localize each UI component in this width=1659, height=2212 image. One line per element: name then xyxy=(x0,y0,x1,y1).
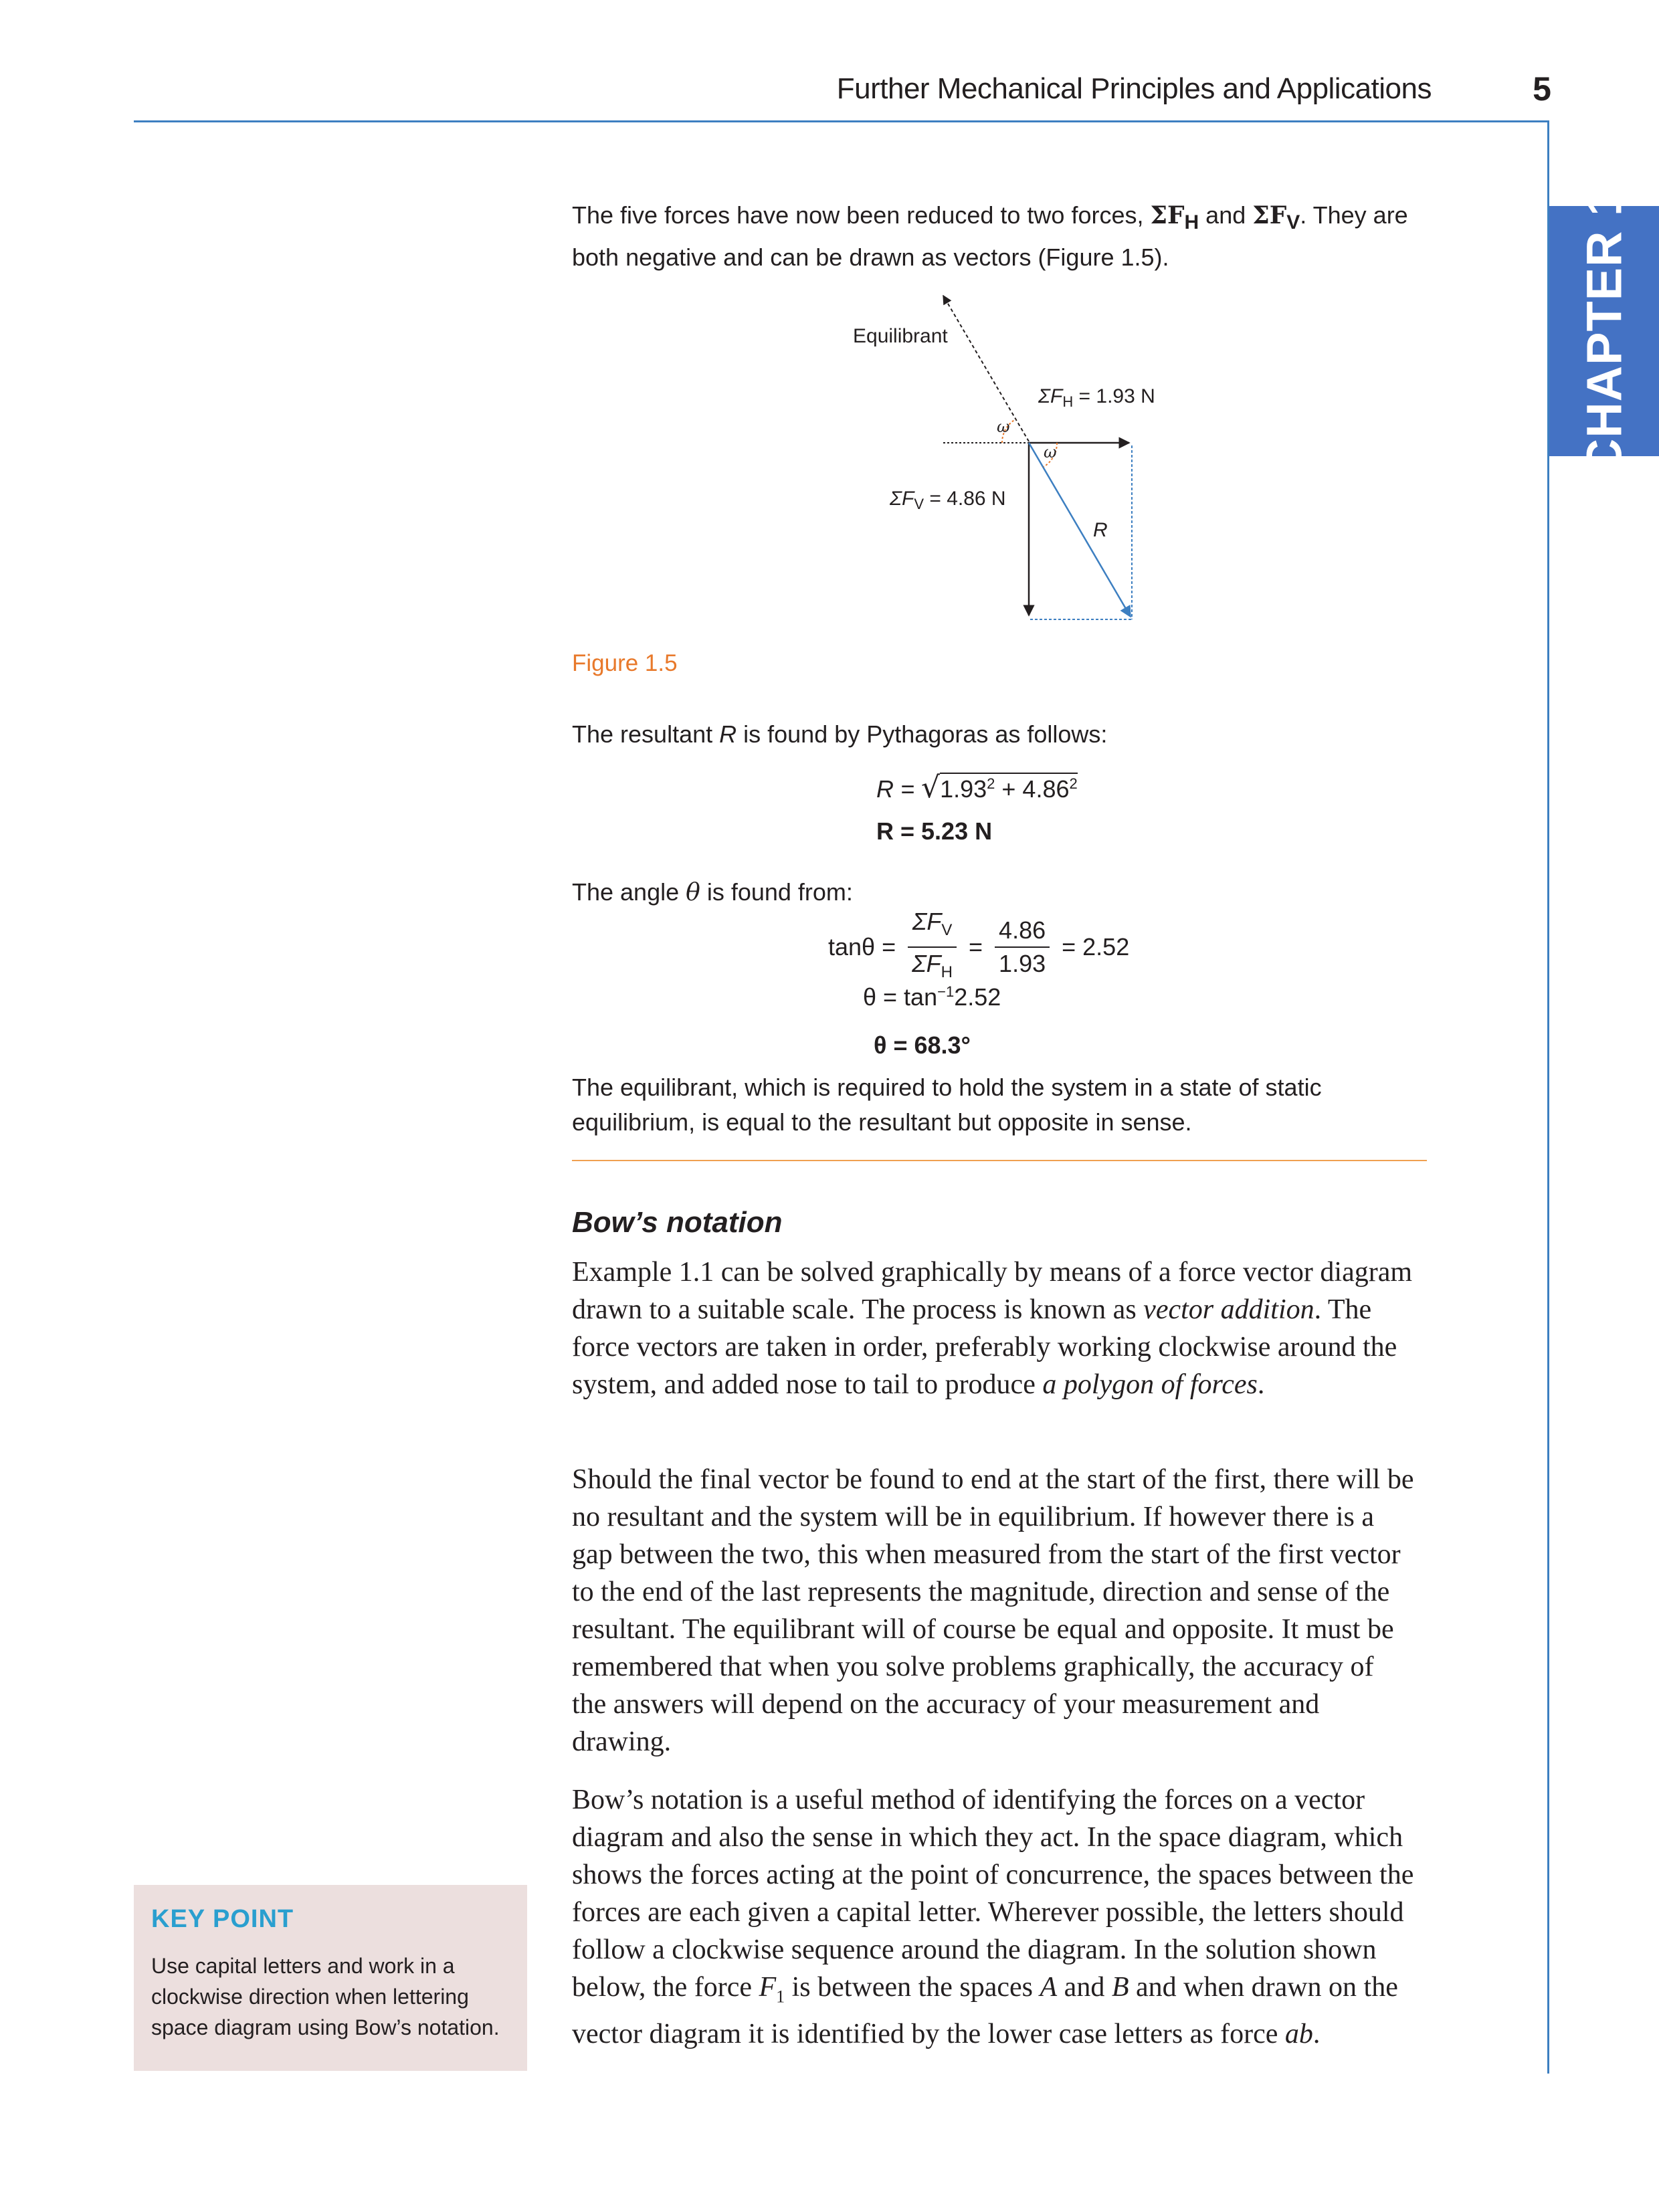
section-divider xyxy=(572,1160,1427,1161)
inverse-tan-equation xyxy=(863,983,1001,1011)
sum-v-subscript: V xyxy=(1286,211,1300,234)
bow-p3-d: . xyxy=(1312,2019,1321,2050)
sum-h-subscript: H xyxy=(1184,211,1199,234)
frac1-num-sub: V xyxy=(941,921,953,940)
bow-p3-B: B xyxy=(1111,1972,1129,2003)
fraction-values-numerator: 4.86 xyxy=(995,914,1050,948)
inverse-sup: −1 xyxy=(937,983,955,1000)
key-point-title: KEY POINT xyxy=(151,1905,294,1933)
key-point-text: Use capital letters and work in a clockwise direction when lettering space diagram using Bow’s notation. xyxy=(151,1954,500,2039)
omega-label-upper: ω xyxy=(997,417,1010,436)
bow-p3-ab: ab xyxy=(1284,2019,1313,2050)
bow-p3-b: is between the spaces xyxy=(785,1972,1040,2003)
chapter-tab-label: CHAPTER 1 xyxy=(1576,187,1632,475)
resultant-equation xyxy=(876,771,1078,805)
bow-p3-A: A xyxy=(1040,1972,1058,2003)
fraction-sum-forces xyxy=(908,906,957,989)
bow-p1-d: a polygon of forces xyxy=(1042,1369,1258,1400)
intro-paragraph xyxy=(572,198,1435,275)
intro-text-a: The five forces have now been reduced to two forces, xyxy=(572,201,1151,229)
square-root-sign: √ xyxy=(921,771,941,805)
bow-p3-a: Bow’s notation is a useful method of identifying the forces on a vector diagram and also the sense in which they act. In the space diagram, which shows the forces acting at the point of concurrence, the spaces between the forces are each given a capital letter. Wherever possible, the letters should follow a clockwise sequence around the diagram. In the solution shown below, the force xyxy=(572,1785,1414,2003)
bow-p3-and: and xyxy=(1057,1972,1112,2003)
inverse-rhs: 2.52 xyxy=(954,983,1001,1011)
resultant-intro-a: The resultant xyxy=(572,720,720,748)
bow-p1-c: . The force vectors are taken in order, preferably working clockwise around the system, and added nose to tail to produce xyxy=(572,1294,1397,1400)
figure-1-5-vector-diagram xyxy=(830,281,1177,629)
radicand-term1: 1.93 xyxy=(940,775,987,803)
page-number: 5 xyxy=(1533,70,1551,108)
fh-label-sigma: ΣF xyxy=(1038,385,1063,407)
bow-paragraph-3 xyxy=(572,1781,1415,2053)
resultant-eq-lhs: R = xyxy=(876,775,922,803)
sum-v-symbol: ΣF xyxy=(1252,201,1287,229)
angle-intro-var: θ xyxy=(686,879,700,906)
bow-p3-sub: 1 xyxy=(776,1987,785,2007)
bow-paragraph-2: Should the final vector be found to end at the start of the first, there will be no resultant and the system will be in equilibrium. If however there is a gap between the two, this when measured from the start of the first vector to the end of the last represents the magnitude, direction and sense of the resultant. The equilibrant will of course be equal and opposite. It must be remembered that when you solve problems graphically, the accuracy of the answers will depend on the accuracy of your measurement and drawing. xyxy=(572,1464,1414,1757)
radicand xyxy=(940,773,1078,803)
fv-label-sub: V xyxy=(914,496,924,512)
sum-h-symbol: ΣF xyxy=(1150,201,1185,229)
header-rule xyxy=(134,120,1549,122)
resultant-intro-var: R xyxy=(719,720,737,748)
angle-result: θ = 68.3° xyxy=(874,1031,971,1059)
equilibrant-paragraph: The equilibrant, which is required to hold the system in a state of static equilibrium, is equal to the resultant but opposite in sense. xyxy=(572,1074,1322,1136)
angle-intro-b: is found from: xyxy=(700,878,853,906)
fh-label-value: = 1.93 N xyxy=(1073,385,1155,407)
resultant-vector xyxy=(1029,443,1131,617)
frac1-num-symbol: ΣF xyxy=(912,908,942,935)
tan-equation xyxy=(828,906,1129,989)
intro-and: and xyxy=(1199,201,1253,229)
radicand-plus: + 4.86 xyxy=(995,775,1070,803)
bow-p3-c: and when drawn on the vector diagram it is identified by the lower case letters as force xyxy=(572,1972,1398,2050)
resultant-intro xyxy=(572,717,1435,752)
radicand-sup1: 2 xyxy=(987,775,995,792)
figure-caption: Figure 1.5 xyxy=(572,650,678,676)
inverse-lhs: θ = tan xyxy=(863,983,938,1011)
chapter-tab xyxy=(1549,187,1659,475)
angle-intro-a: The angle xyxy=(572,878,686,906)
bow-p1-a: Example 1.1 can be solved graphically by means of a force vector diagram drawn to a suitable scale. The process is known as xyxy=(572,1257,1413,1325)
fv-label-sigma: ΣF xyxy=(890,488,914,510)
tan-result: = 2.52 xyxy=(1055,933,1130,961)
fh-label xyxy=(1038,385,1155,410)
bow-p3-f: F xyxy=(759,1972,777,2003)
radicand-sup2: 2 xyxy=(1069,775,1078,792)
bow-p1-b: vector addition xyxy=(1143,1294,1314,1325)
fv-label xyxy=(889,488,1006,512)
tan-equals: = xyxy=(962,933,990,961)
fh-label-sub: H xyxy=(1062,393,1074,410)
fraction-sum-forces-numerator xyxy=(908,906,957,948)
section-heading: Bow’s notation xyxy=(572,1206,783,1239)
fraction-values-denominator: 1.93 xyxy=(999,950,1046,978)
key-point-box xyxy=(134,1885,527,2071)
fraction-values xyxy=(995,914,1050,980)
bow-p1-e: . xyxy=(1257,1369,1265,1400)
bow-paragraph-1 xyxy=(572,1253,1415,1403)
equilibrant-label: Equilibrant xyxy=(853,325,948,347)
frac1-den-sub: H xyxy=(941,963,953,982)
omega-label-lower: ω xyxy=(1044,443,1057,462)
running-header: Further Mechanical Principles and Applications xyxy=(836,72,1432,105)
tan-lhs: tanθ = xyxy=(828,933,903,961)
resultant-label: R xyxy=(1093,519,1108,541)
resultant-result: R = 5.23 N xyxy=(876,817,993,845)
frac1-den-symbol: ΣF xyxy=(912,950,941,978)
resultant-intro-b: is found by Pythagoras as follows: xyxy=(737,720,1108,748)
fv-label-value: = 4.86 N xyxy=(924,488,1006,510)
intro-text-b: . They are both negative and can be drawn as vectors (Figure 1.5). xyxy=(572,201,1408,272)
equilibrant-vector xyxy=(943,296,1029,441)
